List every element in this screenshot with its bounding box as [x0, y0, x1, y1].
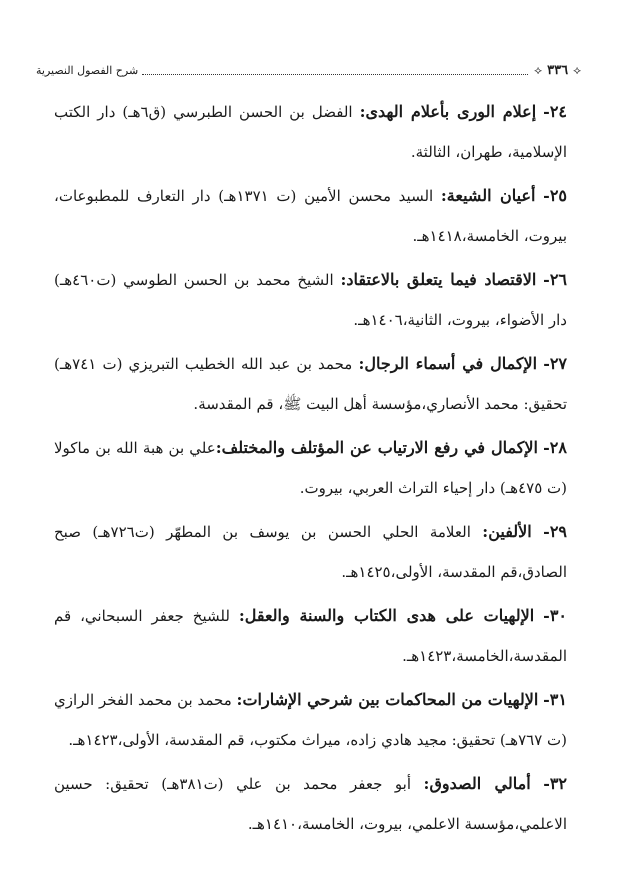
bibliography-entry	[54, 92, 567, 172]
entry-number: ٣٠-	[543, 606, 567, 625]
entry-details: محمد بن محمد الفخر الرازي (ت ٧٦٧هـ) تحقيق: مجيد هادي زاده، ميراث مكتوب، قم المقدسة، الأولى،١٤٢٣هـ.	[54, 691, 567, 749]
bibliography-entry	[54, 260, 567, 340]
entry-title: الإكمال في رفع الارتياب عن المؤتلف والمختلف:	[215, 438, 538, 457]
header-dotted-leader	[142, 66, 528, 75]
entry-number: ٣١-	[543, 690, 567, 709]
entry-details: الشيخ محمد بن الحسن الطوسي (ت٤٦٠هـ) دار الأضواء، بيروت، الثانية،١٤٠٦هـ.	[54, 271, 567, 329]
entry-title: أمالي الصدوق:	[423, 774, 531, 793]
running-header	[36, 58, 583, 82]
entry-number: ٢٧-	[543, 354, 568, 373]
bibliography-entry	[54, 512, 567, 592]
entry-title: الاقتصاد فيما يتعلق بالاعتقاد:	[340, 270, 537, 289]
ornament-right-icon: ⟡	[534, 62, 543, 77]
entry-number: ٢٨-	[543, 438, 567, 457]
entry-details: العلامة الحلي الحسن بن يوسف بن المطهّر (ت٧٢٦هـ) صبح الصادق،قم المقدسة، الأولى،١٤٢٥هـ.	[54, 523, 567, 581]
entry-details: السيد محسن الأمين (ت ١٣٧١هـ) دار التعارف للمطبوعات، بيروت، الخامسة،١٤١٨هـ.	[54, 187, 567, 245]
entry-details: الفضل بن الحسن الطبرسي (ق٦هـ) دار الكتب الإسلامية، طهران، الثالثة.	[54, 103, 567, 161]
entry-title: الإلهيات من المحاكمات بين شرحي الإشارات:	[236, 690, 539, 709]
entry-number: ٣٢-	[543, 774, 568, 793]
bibliography-entry	[54, 680, 567, 760]
ornament-left-icon: ⟡	[573, 62, 581, 77]
bibliography-entry	[54, 176, 567, 256]
bibliography-entry	[54, 428, 567, 508]
book-title: شرح الفصول النصيرية	[36, 63, 139, 77]
entry-details: محمد بن عبد الله الخطيب التبريزي (ت ٧٤١هـ) تحقيق: محمد الأنصاري،مؤسسة أهل البيت ﷺ، قم المقدسة.	[54, 355, 567, 413]
entry-title: الإكمال في أسماء الرجال:	[358, 354, 538, 373]
bibliography-entry	[54, 596, 567, 676]
bibliography-list	[54, 92, 567, 848]
entry-title: أعيان الشيعة:	[440, 186, 536, 205]
page-number: ٣٣٦	[547, 62, 569, 78]
entry-number: ٢٤-	[543, 102, 567, 121]
entry-title: الإلهيات على هدى الكتاب والسنة والعقل:	[238, 606, 535, 625]
entry-details: أبو جعفر محمد بن علي (ت٣٨١هـ) تحقيق: حسين الاعلمي،مؤسسة الاعلمي، بيروت، الخامسة،١٤١٠هـ.	[54, 775, 567, 833]
entry-title: إعلام الورى بأعلام الهدى:	[359, 102, 537, 121]
entry-details: علي بن هبة الله بن ماكولا (ت ٤٧٥هـ) دار إحياء التراث العربي، بيروت.	[54, 439, 567, 497]
entry-number: ٢٥-	[543, 186, 567, 205]
bibliography-entry	[54, 344, 567, 424]
entry-title: الألفين:	[482, 522, 532, 541]
entry-details: للشيخ جعفر السبحاني، قم المقدسة،الخامسة،١٤٢٣هـ.	[54, 607, 567, 665]
entry-number: ٢٦-	[543, 270, 567, 289]
bibliography-entry	[54, 764, 567, 844]
entry-number: ٢٩-	[543, 522, 567, 541]
